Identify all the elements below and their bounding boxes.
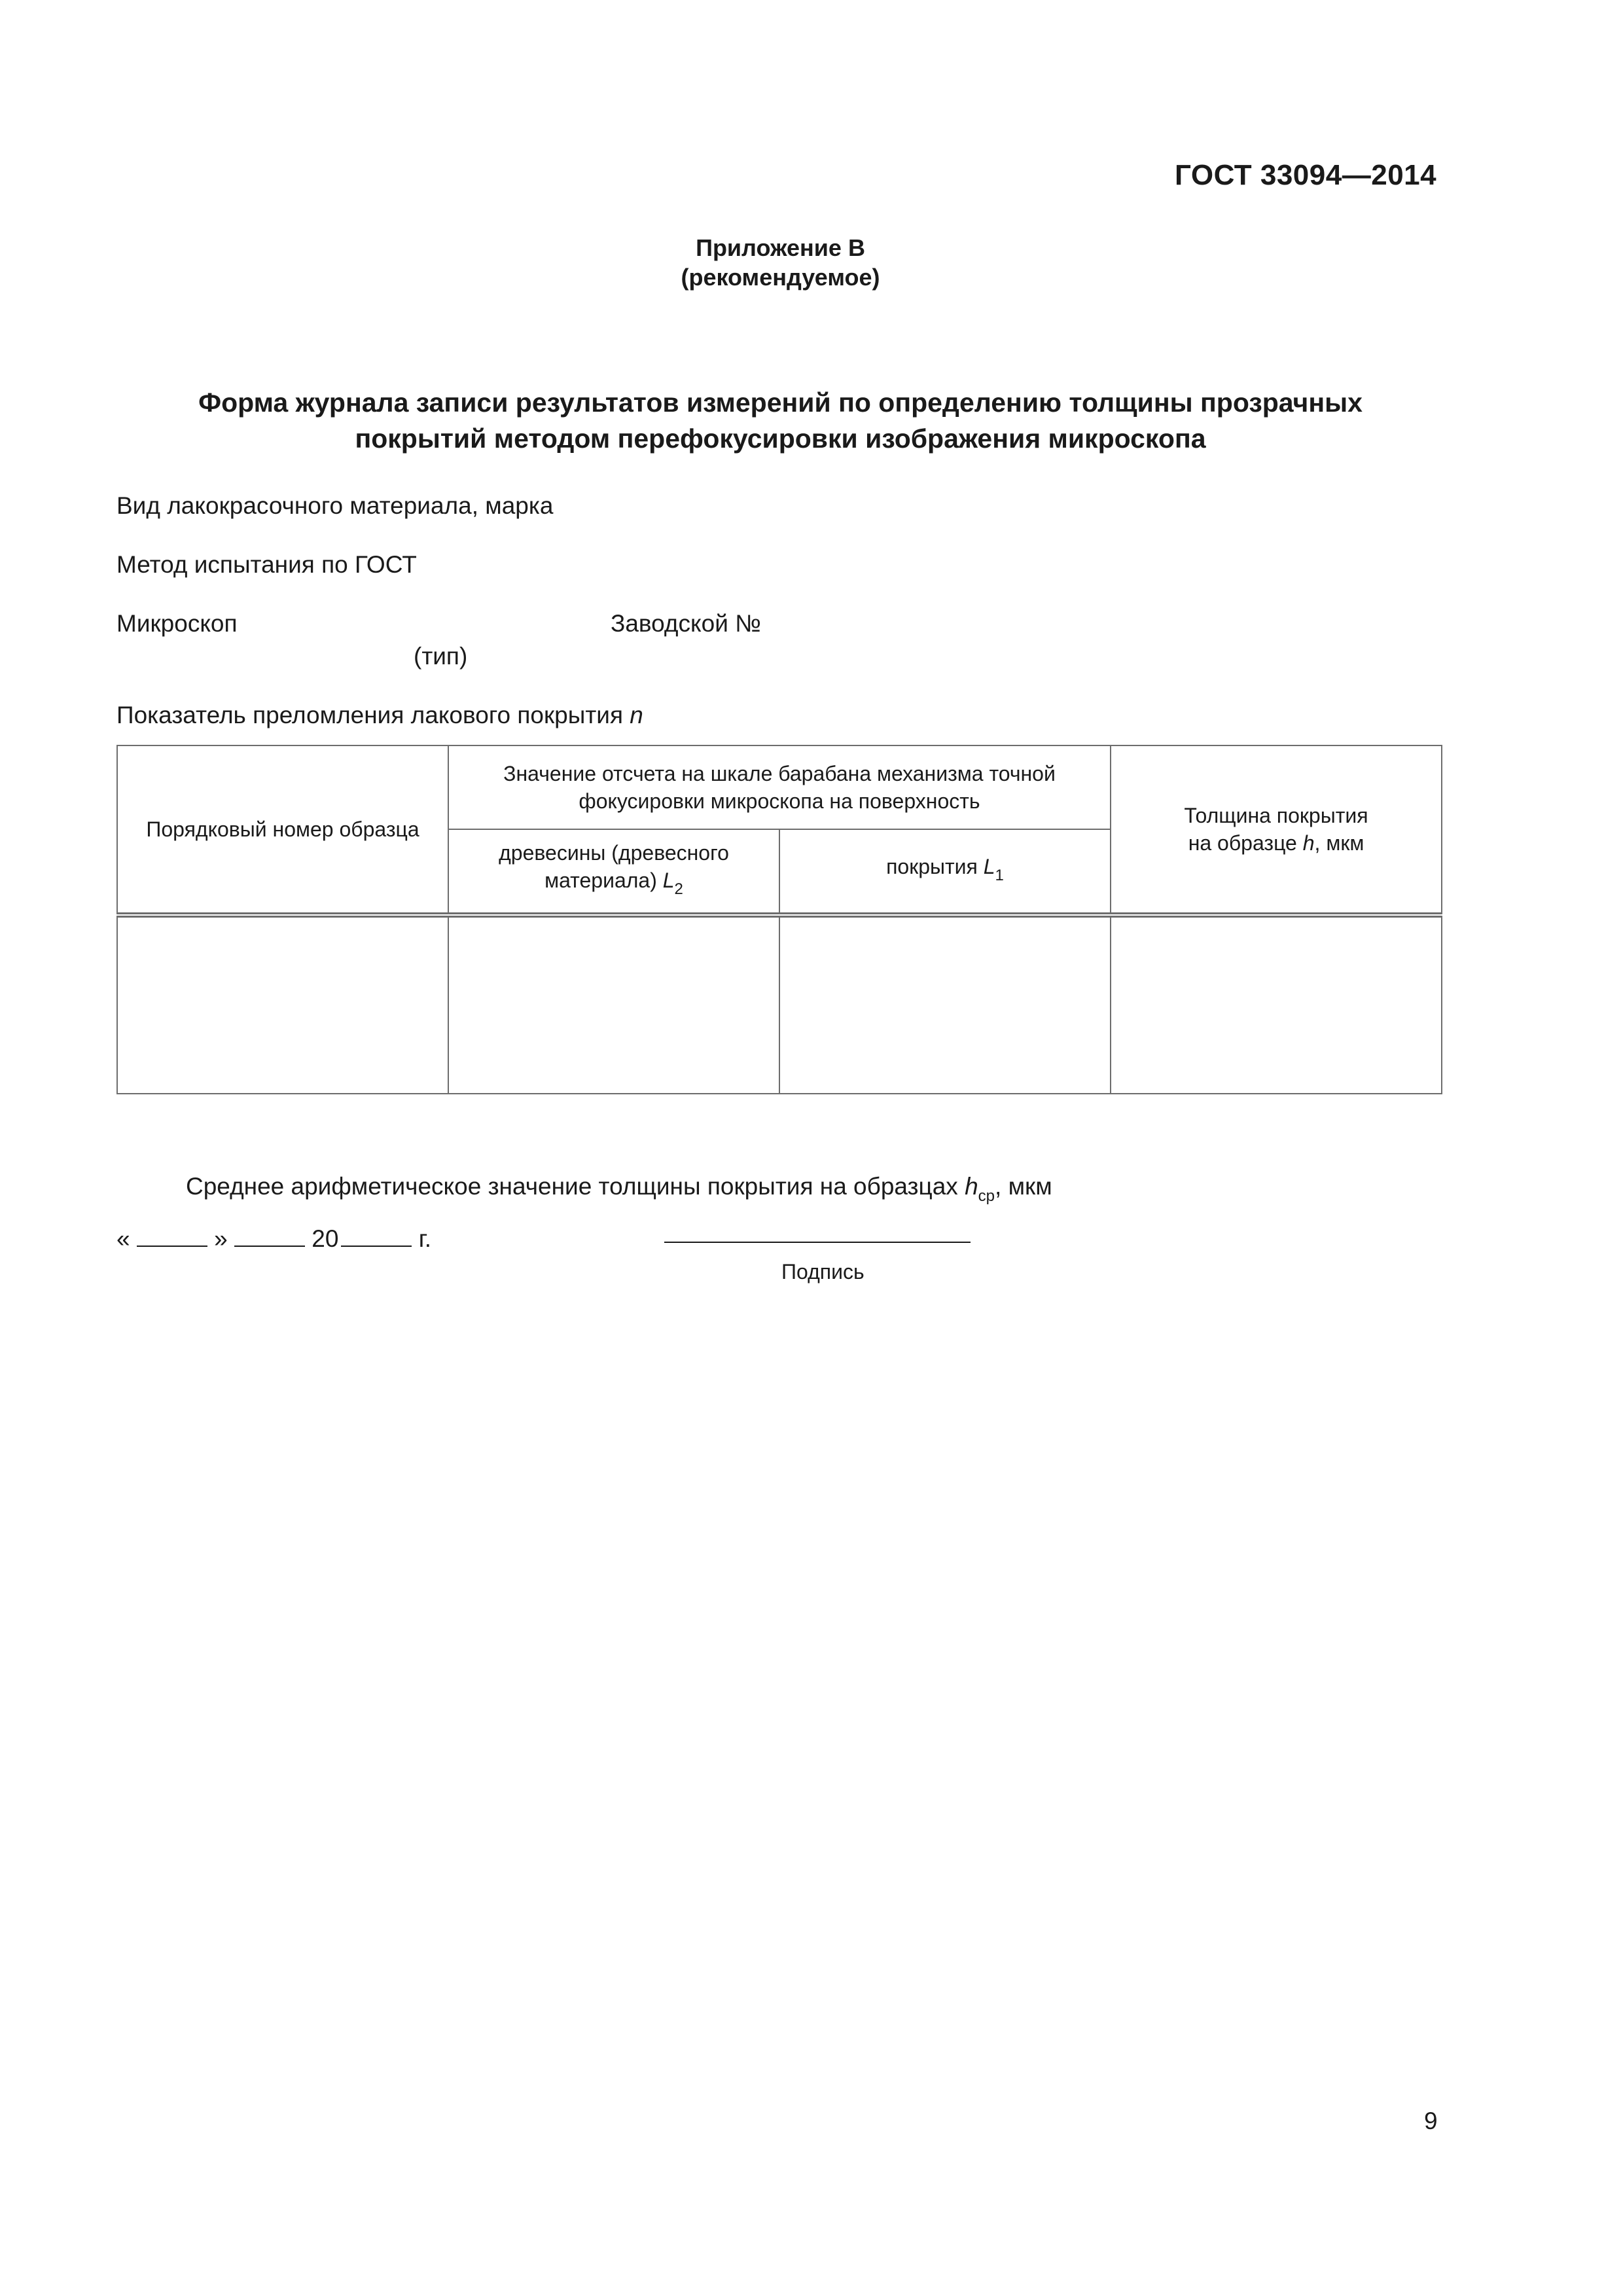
mean-thickness-symbol: h	[965, 1173, 978, 1200]
subheader-coating-index: 1	[995, 867, 1004, 884]
annex-title: Приложение В	[696, 234, 865, 261]
serial-number-field-label: Заводской №	[611, 610, 761, 637]
mean-thickness-index: ср	[978, 1187, 995, 1205]
subheader-wood	[448, 829, 779, 915]
cell-coating-reading[interactable]	[779, 915, 1111, 1094]
refraction-index-text: Показатель преломления лакового покрытия	[116, 702, 623, 728]
header-scale-reading	[448, 745, 1111, 829]
results-table	[116, 745, 1442, 1094]
table-row	[117, 915, 1442, 1094]
subheader-wood-symbol: L	[662, 869, 675, 892]
refraction-index-label	[116, 702, 643, 729]
form-title-line-2: покрытий методом перефокусировки изображения микроскопа	[355, 423, 1206, 454]
cell-thickness[interactable]	[1111, 915, 1442, 1094]
date-close-quote: »	[214, 1225, 228, 1252]
date-century: 20	[312, 1225, 339, 1252]
page-number: 9	[1424, 2108, 1438, 2134]
annex-status: (рекомендуемое)	[681, 264, 880, 291]
header-sample-number-text: Порядковый номер образца	[146, 817, 419, 841]
refraction-index-symbol: n	[630, 702, 643, 728]
microscope-type-caption: (тип)	[414, 643, 468, 670]
mean-thickness-unit: , мкм	[995, 1173, 1052, 1200]
mean-thickness-text: Среднее арифметическое значение толщины покрытия на образцах	[186, 1173, 958, 1200]
signature-caption: Подпись	[781, 1260, 865, 1283]
form-title-line-1: Форма журнала записи результатов измерений по определению толщины прозрачных	[198, 387, 1363, 418]
header-thickness-symbol: h	[1302, 831, 1315, 855]
date-year-suffix: г.	[418, 1225, 431, 1252]
header-scale-reading-line-2: фокусировки микроскопа на поверхность	[579, 789, 980, 813]
subheader-wood-line-1: древесины (древесного	[499, 841, 729, 865]
date-line	[116, 1225, 431, 1253]
date-month-blank[interactable]	[234, 1226, 305, 1247]
subheader-coating-symbol: L	[983, 855, 995, 878]
header-thickness-line-2: на образце	[1188, 831, 1297, 855]
header-thickness-unit: , мкм	[1314, 831, 1364, 855]
subheader-wood-line-2: материала)	[544, 869, 657, 892]
header-coating-thickness	[1111, 745, 1442, 915]
standard-designation: ГОСТ 33094—2014	[1175, 159, 1437, 191]
material-field-label: Вид лакокрасочного материала, марка	[116, 492, 554, 519]
date-day-blank[interactable]	[137, 1226, 207, 1247]
subheader-coating	[779, 829, 1111, 915]
mean-thickness-label	[186, 1173, 1052, 1206]
method-field-label: Метод испытания по ГОСТ	[116, 551, 417, 578]
subheader-wood-index: 2	[674, 880, 683, 898]
microscope-field-label: Микроскоп	[116, 610, 238, 637]
cell-wood-reading[interactable]	[448, 915, 779, 1094]
cell-sample-number[interactable]	[117, 915, 448, 1094]
header-thickness-line-1: Толщина покрытия	[1184, 804, 1368, 827]
header-scale-reading-line-1: Значение отсчета на шкале барабана механизма точной	[503, 762, 1056, 785]
subheader-coating-text: покрытия	[886, 855, 978, 878]
header-sample-number	[117, 745, 448, 915]
signature-line[interactable]	[664, 1240, 971, 1243]
date-open-quote: «	[116, 1225, 130, 1252]
date-year-blank[interactable]	[341, 1226, 412, 1247]
